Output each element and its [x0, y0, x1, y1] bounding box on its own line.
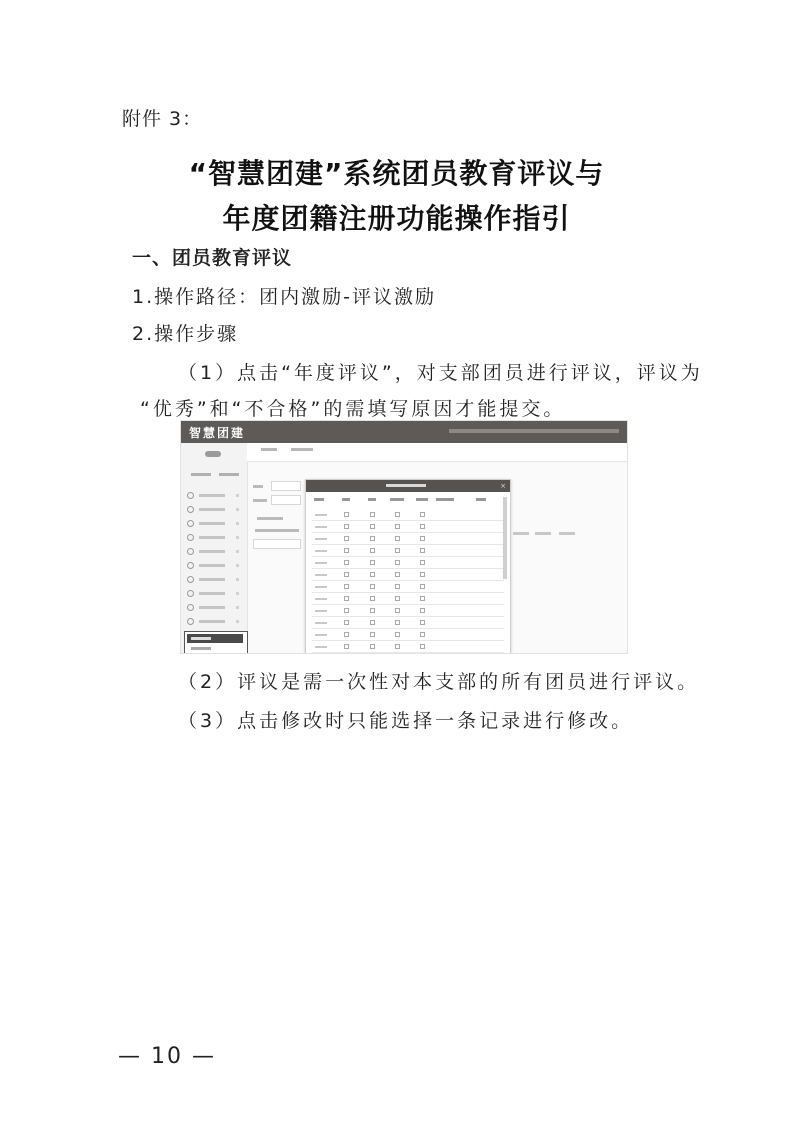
filter-label	[253, 485, 263, 488]
checkbox[interactable]	[420, 632, 425, 637]
app-topbar	[181, 421, 627, 443]
checkbox[interactable]	[344, 548, 349, 553]
menu-icon	[187, 548, 194, 555]
checkbox[interactable]	[420, 596, 425, 601]
menu-icon	[187, 492, 194, 499]
evaluation-modal	[305, 479, 511, 654]
checkbox[interactable]	[344, 512, 349, 517]
filter-label	[253, 499, 267, 502]
checkbox[interactable]	[395, 584, 400, 589]
checkbox[interactable]	[370, 596, 375, 601]
checkbox[interactable]	[420, 572, 425, 577]
checkbox[interactable]	[370, 560, 375, 565]
table-row	[312, 570, 504, 581]
checkbox[interactable]	[370, 620, 375, 625]
checkbox[interactable]	[344, 620, 349, 625]
checkbox[interactable]	[420, 620, 425, 625]
checkbox[interactable]	[395, 560, 400, 565]
org-info	[219, 473, 239, 476]
submenu-item-evaluation[interactable]	[187, 634, 243, 643]
menu-icon	[187, 618, 194, 625]
checkbox[interactable]	[420, 548, 425, 553]
menu-item[interactable]	[187, 547, 241, 557]
checkbox[interactable]	[395, 620, 400, 625]
table-row	[312, 558, 504, 569]
menu-item[interactable]	[187, 519, 241, 529]
close-icon[interactable]: ×	[500, 482, 506, 490]
menu-icon	[187, 590, 194, 597]
page-number: — 10 —	[118, 1044, 216, 1069]
menu-icon	[187, 576, 194, 583]
operation-path: 1.操作路径：团内激励-评议激励	[132, 286, 436, 308]
checkbox[interactable]	[344, 608, 349, 613]
checkbox[interactable]	[344, 560, 349, 565]
document-title-line1: “智慧团建”系统团员教育评议与	[188, 157, 605, 190]
attachment-label: 附件 3：	[122, 108, 203, 130]
menu-item[interactable]	[187, 505, 241, 515]
tab-bar	[247, 443, 627, 462]
checkbox[interactable]	[395, 512, 400, 517]
step1-line2: “优秀”和“不合格”的需填写原因才能提交。	[140, 398, 566, 420]
table-row	[312, 534, 504, 545]
sidebar	[181, 443, 248, 653]
checkbox[interactable]	[420, 644, 425, 649]
menu-icon	[187, 604, 194, 611]
action-link[interactable]	[257, 517, 283, 520]
logo-icon	[205, 451, 221, 457]
checkbox[interactable]	[395, 596, 400, 601]
menu-item[interactable]	[187, 603, 241, 613]
table-row	[312, 582, 504, 593]
checkbox[interactable]	[395, 536, 400, 541]
app-brand: 智慧团建	[189, 426, 246, 440]
data-table-stub	[253, 539, 301, 549]
step2: （2）评议是需一次性对本支部的所有团员进行评议。	[178, 671, 700, 693]
checkbox[interactable]	[395, 608, 400, 613]
filter-select[interactable]	[271, 495, 301, 505]
checkbox[interactable]	[370, 608, 375, 613]
menu-item[interactable]	[187, 589, 241, 599]
table-row	[312, 594, 504, 605]
menu-icon	[187, 506, 194, 513]
checkbox[interactable]	[344, 572, 349, 577]
table-row	[312, 510, 504, 521]
checkbox[interactable]	[395, 632, 400, 637]
checkbox[interactable]	[395, 572, 400, 577]
system-screenshot	[180, 420, 628, 654]
menu-icon	[187, 520, 194, 527]
checkbox[interactable]	[370, 584, 375, 589]
table-row	[312, 546, 504, 557]
table-row	[312, 522, 504, 533]
checkbox[interactable]	[370, 524, 375, 529]
filter-field[interactable]	[271, 481, 301, 491]
checkbox[interactable]	[420, 608, 425, 613]
checkbox[interactable]	[370, 548, 375, 553]
menu-item[interactable]	[187, 561, 241, 571]
user-info	[191, 473, 211, 476]
table-row	[312, 606, 504, 617]
checkbox[interactable]	[370, 512, 375, 517]
tab-evaluation[interactable]	[291, 448, 313, 451]
checkbox[interactable]	[370, 572, 375, 577]
modal-header	[306, 480, 510, 492]
table-row	[312, 642, 504, 653]
checkbox[interactable]	[420, 524, 425, 529]
step1-line1: （1）点击“年度评议”，对支部团员进行评议，评议为	[178, 362, 703, 384]
checkbox[interactable]	[420, 536, 425, 541]
checkbox[interactable]	[420, 512, 425, 517]
submenu-highlight	[184, 631, 248, 654]
menu-item[interactable]	[187, 533, 241, 543]
submenu-item-other[interactable]	[191, 647, 211, 650]
menu-item[interactable]	[187, 575, 241, 585]
menu-icon	[187, 562, 194, 569]
info-text	[255, 529, 299, 532]
checkbox[interactable]	[370, 644, 375, 649]
scrollbar[interactable]	[503, 497, 507, 579]
checkbox[interactable]	[344, 632, 349, 637]
document-title-line2: 年度团籍注册功能操作指引	[222, 202, 571, 235]
table-row	[312, 618, 504, 629]
table-row	[312, 630, 504, 641]
checkbox[interactable]	[370, 632, 375, 637]
checkbox[interactable]	[395, 548, 400, 553]
menu-item[interactable]	[187, 617, 241, 627]
checkbox[interactable]	[420, 584, 425, 589]
checkbox[interactable]	[344, 536, 349, 541]
checkbox[interactable]	[344, 596, 349, 601]
tab-home[interactable]	[261, 448, 277, 451]
checkbox[interactable]	[395, 644, 400, 649]
step3: （3）点击修改时只能选择一条记录进行修改。	[178, 710, 634, 732]
checkbox[interactable]	[395, 524, 400, 529]
checkbox[interactable]	[344, 524, 349, 529]
checkbox[interactable]	[420, 560, 425, 565]
steps-heading: 2.操作步骤	[132, 323, 239, 345]
modal-title	[386, 484, 426, 487]
checkbox[interactable]	[344, 644, 349, 649]
section-heading: 一、团员教育评议	[132, 247, 293, 269]
checkbox[interactable]	[370, 536, 375, 541]
menu-icon	[187, 534, 194, 541]
checkbox[interactable]	[344, 584, 349, 589]
menu-item[interactable]	[187, 491, 241, 501]
topbar-info	[449, 429, 619, 433]
